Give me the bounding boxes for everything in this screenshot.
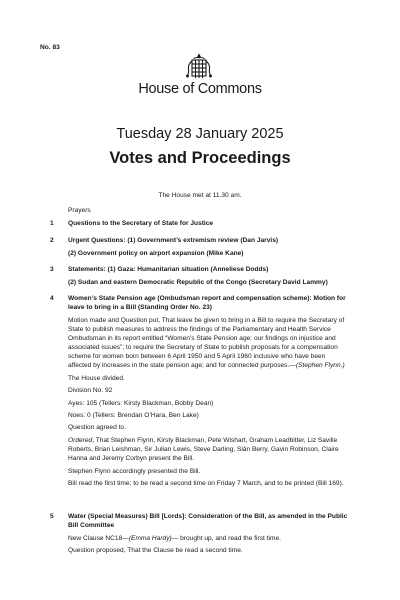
item-number: 5 [50,513,54,520]
item-1 [50,219,350,228]
item-heading: Statements: (1) Gaza: Humanitarian situation (Anneliese Dodds) [68,266,269,273]
prayers-text: Prayers [68,207,91,214]
item-2 [50,236,350,258]
noes-text: Noes: 0 (Tellers: Brendan O’Hara, Ben Lake) [68,411,199,419]
motion-paragraph [68,316,350,371]
question-agreed-text: Question agreed to. [68,424,126,432]
division-number: Division No. 92 [68,387,113,395]
item-3 [50,265,350,287]
item-heading: Questions to the Secretary of State for Justice [68,220,214,227]
sitting-date: Tuesday 28 January 2025 [116,126,284,142]
item-number: 4 [50,295,54,302]
item-subheading: (2) Sudan and eastern Democratic Republic of the Congo (Secretary David Lammy) [68,279,328,287]
ordered-paragraph [68,436,350,463]
item-number: 2 [50,237,54,244]
item-heading: Urgent Questions: (1) Government’s extremism review (Dan Jarvis) [68,237,279,244]
portcullis-crest-icon [184,53,214,83]
item-number: 1 [50,220,54,227]
item-4 [50,294,350,492]
document-number: No. 83 [40,44,60,51]
item-5 [50,512,350,559]
house-of-commons-wordmark: House of Commons [138,81,262,97]
new-clause-prefix: New Clause NC18— [68,534,129,542]
question-proposed-text: Question proposed, That the Clause be read a second time. [68,547,243,555]
new-clause-paragraph [68,534,350,543]
page-title: Votes and Proceedings [109,149,291,167]
new-clause-mover: (Emma Hardy) [128,534,172,542]
house-met-text: The House met at 11.30 am. [158,192,242,199]
motion-text: Motion made and Question put, That leave be given to bring in a Bill to require the Secretary of State to publish measures to address the findings of the Parliamentary and Health Service Ombudsman in its report entitled “Women’s State Pension age: our findings on injustice and associated issues”; to require the Secretary of State to publish proposals for a compensation scheme for women born between 6 April 1950 and 5 April 1960 inclusive who have been affected by increases in the state pension age; and for connected purposes.— [68,316,345,370]
item-number: 3 [50,266,54,273]
item-heading: Women’s State Pension age (Ombudsman report and compensation scheme): Motion for leave to bring in a Bill (Standing Order No. 23) [68,295,346,312]
house-divided-text: The House divided. [68,374,125,382]
motion-mover: (Stephen Flynn.) [295,362,345,370]
item-heading: Water (Special Measures) Bill [Lords]: Consideration of the Bill, as amended in the Public Bill Committee [68,513,348,530]
ordered-text: , That Stephen Flynn, Kirsty Blackman, Pete Wishart, Graham Leadbitter, Liz Saville Roberts, Brian Leishman, Sir Julian Lewis, Steve Darling, Siân Berry, Gavin Robinson, Claire Hanna and Jeremy Corbyn present the Bill. [68,436,339,463]
first-reading-text: Bill read the first time; to be read a second time on Friday 7 March, and to be printed (Bill 169). [68,480,344,488]
new-clause-suffix: — brought up, and read the first time. [171,534,281,542]
ordered-label: Ordered [68,436,93,444]
ayes-text: Ayes: 105 (Tellers: Kirsty Blackman, Bobby Dean) [68,399,214,407]
item-subheading: (2) Government policy on airport expansion (Mike Kane) [68,250,244,258]
bill-presented-text: Stephen Flynn accordingly presented the Bill. [68,467,201,475]
